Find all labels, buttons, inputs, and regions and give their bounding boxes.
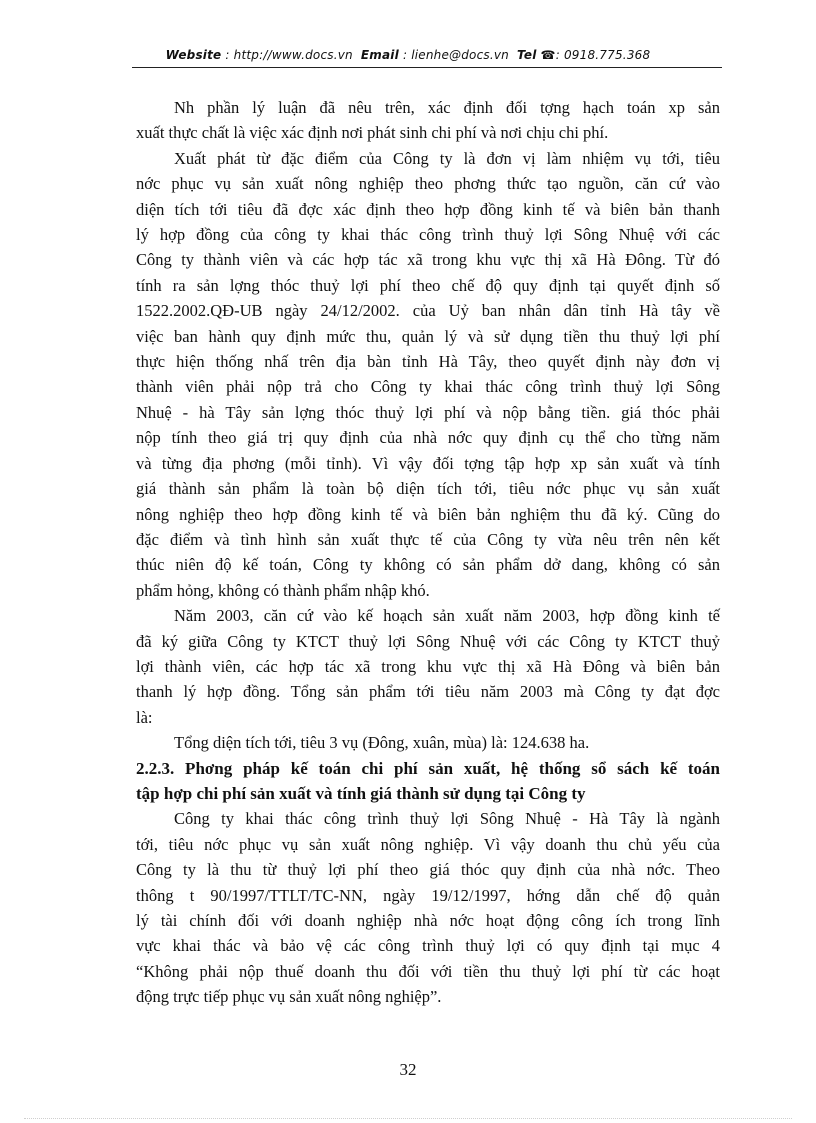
tel-label: Tel	[517, 48, 537, 62]
paragraph-5	[136, 806, 720, 1009]
text-line: nớc phục vụ sản xuất nông nghiệp theo phơng thức tạo nguồn, căn cứ vào	[136, 174, 720, 194]
paragraph-2	[136, 146, 720, 603]
website-label: Website	[165, 48, 222, 62]
website-value: : http://www.docs.vn	[225, 48, 353, 62]
header-rule	[132, 67, 722, 68]
text-line: tập hợp chi phí sản xuất và tính giá thành sử dụng tại Công ty	[136, 783, 586, 803]
text-line: Nh phần lý luận đã nêu trên, xác định đối tợng hạch toán xp sản	[174, 98, 720, 117]
text-line: diện tích tới tiêu đã đợc xác định theo hợp đồng kinh tế và biên bản thanh	[136, 199, 720, 219]
text-line: Năm 2003, căn cứ vào kế hoạch sản xuất năm 2003, hợp đồng kinh tế	[174, 606, 720, 626]
text-line: Xuất phát từ đặc điểm của Công ty là đơn vị làm nhiệm vụ tới, tiêu	[174, 148, 720, 168]
text-line: lý hợp đồng của công ty khai thác công trình thuỷ lợi Sông Nhuệ với các	[136, 225, 720, 245]
text-line: đã ký giữa Công ty KTCT thuỷ lợi Sông Nhuệ với các Công ty KTCT thuỷ	[136, 631, 720, 651]
text-line: Nhuệ - hà Tây sản lợng thóc thuỷ lợi phí và nộp bằng tiền. giá thóc phải	[136, 402, 720, 422]
paragraph-1	[136, 95, 720, 146]
text-line: 1522.2002.QĐ-UB ngày 24/12/2002. của Uỷ ban nhân dân tỉnh Hà tây về	[136, 301, 720, 321]
paragraph-3	[136, 603, 720, 730]
phone-icon: ☎	[540, 48, 556, 62]
text-line: thực hiện thống nhấ trên địa bàn tỉnh Hà Tây, theo quyết định này đơn vị	[136, 352, 720, 372]
text-line: Công ty khai thác công trình thuỷ lợi Sông Nhuệ - Hà Tây là ngành	[174, 809, 720, 829]
text-line: giá thành sản phẩm là toàn bộ diện tích tới, tiêu nớc phục vụ sản xuất	[136, 479, 720, 499]
text-line: 2.2.3. Phơng pháp kế toán chi phí sản xuất, hệ thống sổ sách kế toán	[136, 758, 720, 778]
text-line: tới, tiêu nớc phục vụ sản xuất nông nghiệp. Vì vậy doanh thu chủ yếu của	[136, 834, 720, 854]
footer-dotted-rule	[24, 1118, 792, 1119]
text-line: lý tài chính đối với doanh nghiệp nhà nớc hoạt động công ích trong lĩnh	[136, 911, 720, 930]
text-line: thanh lý hợp đồng. Tổng sản phẩm tới tiêu năm 2003 mà Công ty đạt đợc	[136, 682, 720, 702]
text-line: nộp tính theo giá trị quy định của nhà nớc quy định cụ thể cho từng năm	[136, 428, 720, 448]
text-line: xuất thực chất là việc xác định nơi phát sinh chi phí và nơi chịu chi phí.	[136, 123, 609, 143]
text-line: lợi thành viên, các hợp tác xã trong khu vực thị xã Hà Đông và biên bản	[136, 656, 720, 676]
body-text	[136, 95, 720, 1010]
paragraph-4	[136, 730, 720, 755]
email-label: Email	[360, 48, 399, 62]
text-line: Tổng diện tích tới, tiêu 3 vụ (Đông, xuân, mùa) là: 124.638 ha.	[174, 733, 590, 753]
text-line: nông nghiệp theo hợp đồng kinh tế và biên bản nghiệm thu đã ký. Cũng do	[136, 504, 720, 524]
text-line: và từng địa phơng (mỗi tỉnh). Vì vậy đối tợng tập hợp xp sản xuất và tính	[136, 453, 720, 473]
text-line: động trực tiếp phục vụ sản xuất nông nghiệp”.	[136, 987, 442, 1007]
page-number: 32	[399, 1060, 417, 1079]
text-line: đặc điểm và tình hình sản xuất thực tế của Công ty vừa nêu trên nên kết	[136, 529, 720, 549]
text-line: vực khai thác và bảo vệ các công trình thuỷ lợi có quy định tại mục 4	[136, 936, 720, 956]
text-line: Công ty là thu từ thuỷ lợi phí theo giá thóc quy định của nhà nớc. Theo	[136, 860, 720, 880]
text-line: thúc niên độ kế toán, Công ty không có sản phẩm dở dang, không có sản	[136, 555, 720, 575]
text-line: tính ra sản lợng thóc thuỷ lợi phí theo chế độ quy định tại quyết định số	[136, 275, 720, 295]
text-line: phẩm hỏng, không có thành phẩm nhập khó.	[136, 580, 430, 600]
email-value: : lienhe@docs.vn	[402, 48, 509, 62]
text-line: là:	[136, 707, 153, 727]
text-line: việc ban hành quy định mức thu, quản lý và sử dụng tiền thu thuỷ lợi phí	[136, 326, 720, 346]
text-line: thành viên phải nộp trả cho Công ty khai thác công trình thuỷ lợi Sông	[136, 377, 720, 397]
tel-value: : 0918.775.368	[555, 48, 651, 62]
text-line: Công ty thành viên và các hợp tác xã trong khu vực thị xã Hà Đông. Từ đó	[136, 250, 720, 270]
text-line: “Không phải nộp thuế doanh thu đối với tiền thu thuỷ lợi phí từ các hoạt	[136, 961, 720, 981]
page-header	[0, 48, 816, 62]
text-line: thông t 90/1997/TTLT/TC-NN, ngày 19/12/1997, hớng dẫn chế độ quản	[136, 885, 720, 905]
section-heading	[136, 756, 720, 807]
